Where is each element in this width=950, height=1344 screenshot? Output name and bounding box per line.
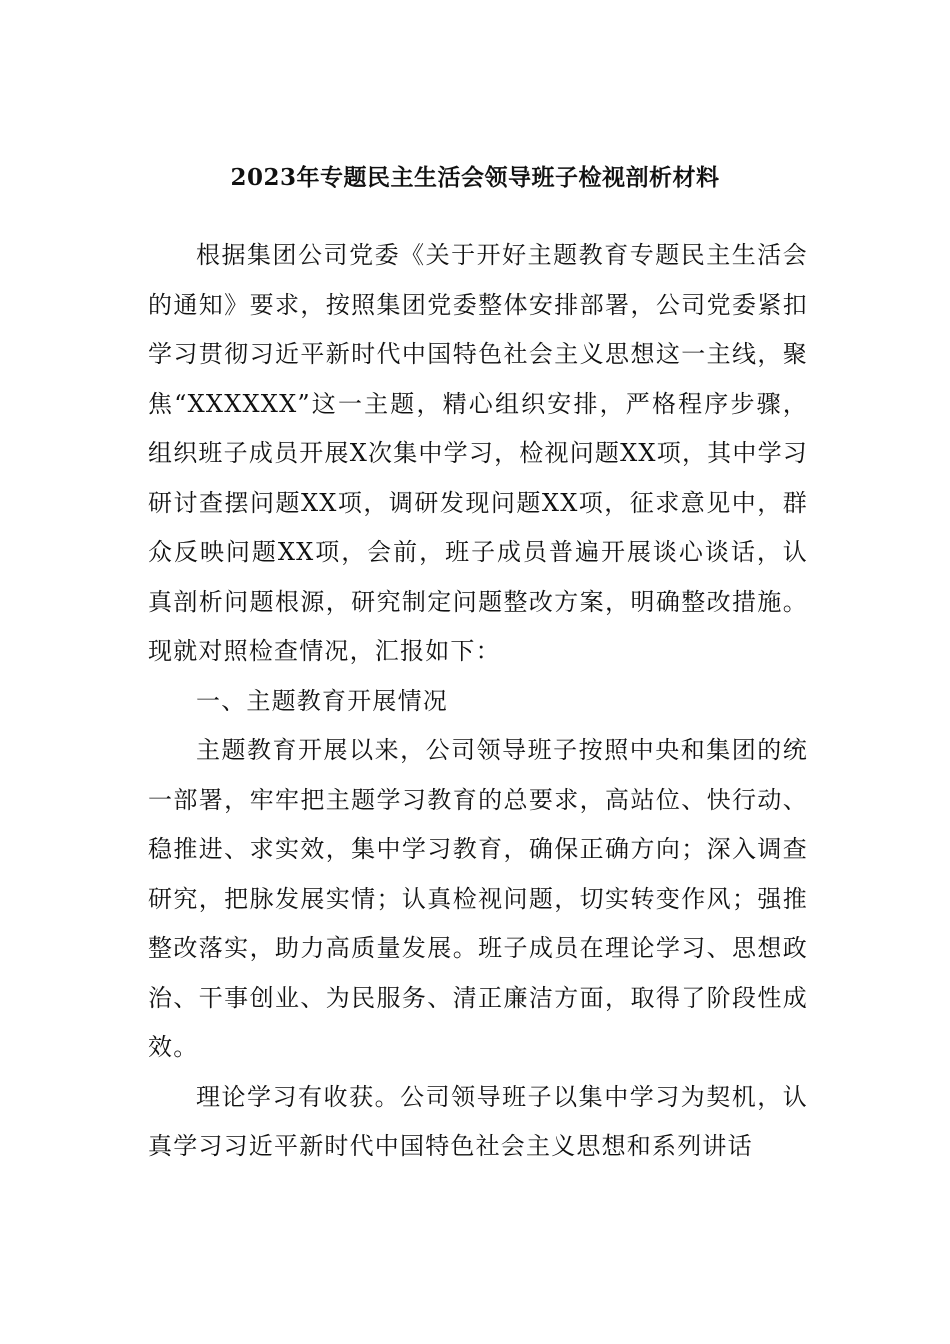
document-body bbox=[148, 231, 808, 1172]
theory-study-paragraph: 理论学习有收获。公司领导班子以集中学习为契机，认真学习习近平新时代中国特色社会主义思想和系列讲话 bbox=[148, 1082, 808, 1160]
section-heading-1: 一、主题教育开展情况 bbox=[196, 686, 448, 715]
section-1-paragraph: 主题教育开展以来，公司领导班子按照中央和集团的统一部署，牢牢把主题学习教育的总要求，高站位、快行动、稳推进、求实效，集中学习教育，确保正确方向；深入调查研究，把脉发展实情；认真检视问题，切实转变作风；强推整改落实，助力高质量发展。班子成员在理论学习、思想政治、干事创业、为民服务、清正廉洁方面，取得了阶段性成效。 bbox=[148, 736, 808, 1061]
intro-paragraph: 根据集团公司党委《关于开好主题教育专题民主生活会的通知》要求，按照集团党委整体安排部署，公司党委紧扣学习贯彻习近平新时代中国特色社会主义思想这一主线，聚焦“XXXXXX”这一主题，精心组织安排，严格程序步骤，组织班子成员开展X次集中学习，检视问题XX项，其中学习研讨查摆问题XX项，调研发现问题XX项，征求意见中，群众反映问题XX项，会前，班子成员普遍开展谈心谈话，认真剖析问题根源，研究制定问题整改方案，明确整改措施。现就对照检查情况，汇报如下： bbox=[148, 241, 808, 665]
document-title: 2023年专题民主生活会领导班子检视剖析材料 bbox=[230, 164, 720, 191]
